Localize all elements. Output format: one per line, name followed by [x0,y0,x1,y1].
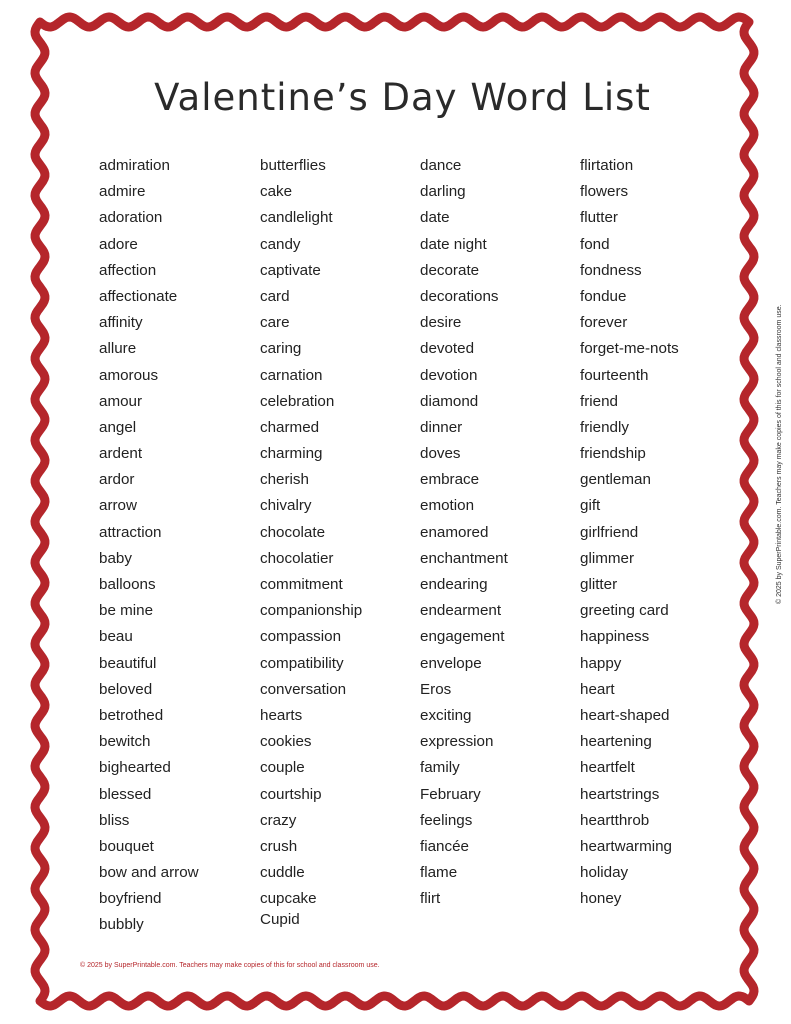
word-item: cuddle [260,864,305,882]
word-item: fondue [580,287,627,305]
word-item: cupcake [260,890,317,908]
word-item-cupid: Cupid [260,911,300,928]
word-item: adore [99,235,138,253]
word-item: ardor [99,471,135,489]
word-item: endearing [420,576,488,593]
word-item: fiancée [420,837,469,855]
word-item: enamored [420,523,489,541]
word-item: cookies [260,733,312,751]
word-item: doves [420,445,461,463]
word-item: date [420,209,450,227]
word-item: February [420,785,481,803]
word-item: allure [99,340,137,358]
word-item: caring [260,340,302,358]
word-item: courtship [260,785,322,803]
word-item: expression [420,733,494,751]
word-item: hearts [260,706,303,724]
word-item: affection [99,261,157,279]
word-item: butterflies [260,157,326,174]
word-item: bewitch [99,733,151,751]
word-item: holiday [580,864,629,882]
word-item: happy [580,654,622,672]
copyright-side-note: © 2025 by SuperPrintable.com. Teachers may make copies of this for school and classroom use. [776,304,783,604]
word-item: forever [580,314,628,332]
word-item: honey [580,890,622,908]
word-item: happiness [580,628,650,646]
word-item: embrace [420,471,480,489]
word-item: fourteenth [580,366,649,384]
word-item: conversation [260,680,347,698]
word-item: chivalry [260,497,312,515]
word-item: arrow [99,497,137,515]
word-item: date night [420,235,487,253]
word-item: flowers [580,183,629,201]
word-item: beautiful [99,654,157,672]
word-item: carnation [260,366,323,384]
word-item: cherish [260,471,309,489]
word-column-1 [99,156,199,942]
word-item: flame [420,864,458,882]
word-item: amorous [99,366,159,384]
word-column-4 [580,156,679,915]
word-item: gentleman [580,471,651,489]
word-item: flirtation [580,157,634,174]
word-item: endearment [420,602,502,620]
word-item: captivate [260,261,321,279]
word-item: celebration [260,392,335,410]
word-item: engagement [420,628,505,646]
word-item: friendship [580,445,646,463]
word-item: fondness [580,261,642,279]
word-item: balloons [99,576,156,593]
word-item: darling [420,183,466,201]
word-item: angel [99,418,137,436]
word-column-3 [420,156,508,915]
word-item: card [260,287,290,305]
word-item: dinner [420,418,463,436]
word-item: bubbly [99,916,144,934]
word-item: adoration [99,209,163,227]
word-item: crazy [260,811,297,829]
word-item: family [420,759,460,777]
word-item: attraction [99,523,162,541]
word-item: chocolatier [260,549,334,567]
word-item: beau [99,628,133,646]
word-item: bliss [99,811,130,829]
word-item: devotion [420,366,478,384]
word-item: feelings [420,811,473,829]
copyright-footer: © 2025 by SuperPrintable.com. Teachers may make copies of this for school and classroom use. [80,962,380,969]
word-item: affectionate [99,287,178,305]
word-item: companionship [260,602,363,620]
word-item: candlelight [260,209,333,227]
word-item: heartwarming [580,837,673,855]
word-item: admiration [99,157,170,174]
word-item: enchantment [420,549,508,567]
word-item: charmed [260,418,320,436]
word-item: dance [420,157,462,174]
word-item: forget-me-nots [580,340,679,358]
word-item: heartening [580,733,652,751]
word-item: decorate [420,261,480,279]
word-item: flirt [420,890,441,908]
word-item: bow and arrow [99,864,199,882]
word-item: crush [260,837,298,855]
word-item: compassion [260,628,342,646]
word-item: heartthrob [580,811,650,829]
word-item: gift [580,497,601,515]
word-item: greeting card [580,602,669,620]
word-item: charming [260,445,323,463]
word-item: baby [99,549,132,567]
word-item: cake [260,183,293,201]
word-item: blessed [99,785,152,803]
word-item: heartfelt [580,759,635,777]
word-item: devoted [420,340,475,358]
word-item: amour [99,392,143,410]
word-item: compatibility [260,654,344,672]
word-item: envelope [420,654,482,672]
word-item: ardent [99,445,143,463]
word-item: friendly [580,418,629,436]
word-item: affinity [99,314,143,332]
word-item: bighearted [99,759,171,777]
word-item: bouquet [99,837,154,855]
word-item: heart [580,680,615,698]
word-item: Eros [420,680,452,698]
word-item: diamond [420,392,479,410]
word-column-2 [260,156,362,915]
word-item: boyfriend [99,890,162,908]
word-item: heart-shaped [580,706,670,724]
word-item: couple [260,759,305,777]
word-item: glitter [580,576,618,593]
word-item: fond [580,235,610,253]
word-item: admire [99,183,146,201]
word-item: glimmer [580,549,635,567]
word-item: decorations [420,287,499,305]
word-item: candy [260,235,301,253]
word-item: emotion [420,497,475,515]
word-item: care [260,314,290,332]
word-item: flutter [580,209,618,227]
page-title: Valentine’s Day Word List [154,76,651,119]
word-item: friend [580,392,618,410]
word-item: beloved [99,680,153,698]
word-item: chocolate [260,523,326,541]
word-item: girlfriend [580,523,639,541]
word-item: be mine [99,602,154,620]
word-item: commitment [260,576,343,593]
word-item: heartstrings [580,785,660,803]
word-item: desire [420,314,462,332]
word-item: exciting [420,706,472,724]
word-item: betrothed [99,706,164,724]
